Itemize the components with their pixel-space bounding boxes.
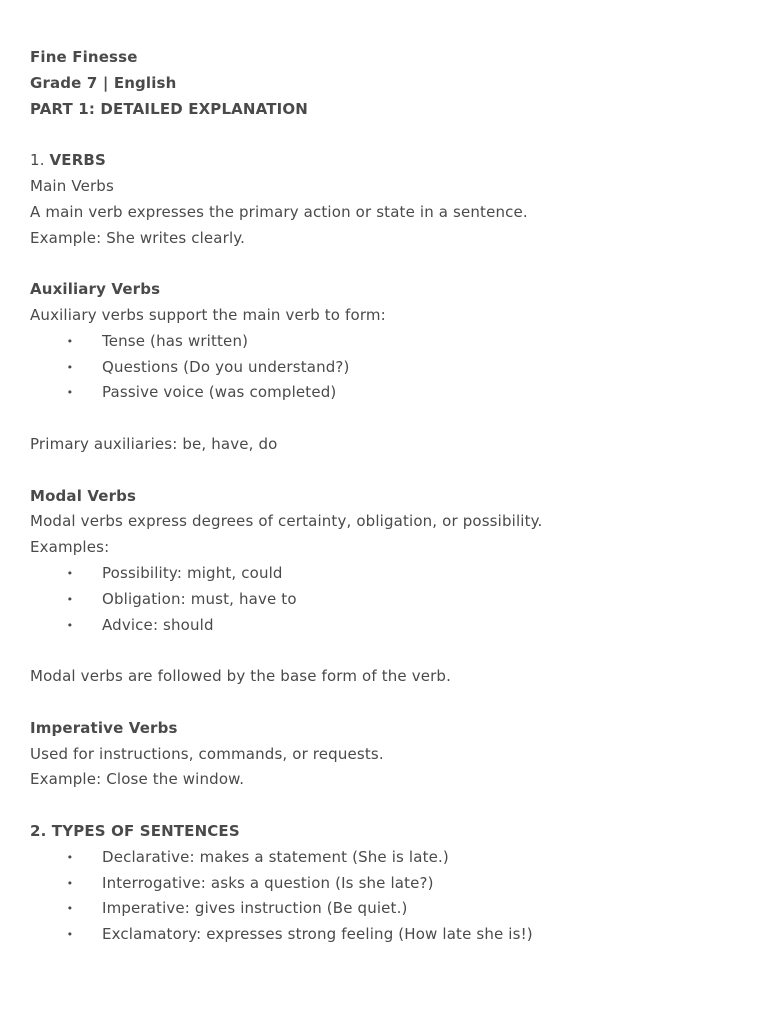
list-item-text: Questions (Do you understand?) [102,357,350,376]
spacer [30,638,738,664]
bullet-icon: • [66,592,74,606]
list-item [30,380,738,406]
modal-verbs-note: Modal verbs are followed by the base form of the verb. [30,667,452,686]
list-item-text: Tense (has written) [102,331,249,350]
spacer [30,458,738,484]
main-verbs-definition: A main verb expresses the primary action or state in a sentence. [30,202,528,221]
bullet-icon: • [66,876,74,890]
bullet-icon: • [66,902,74,916]
bullet-icon: • [66,850,74,864]
list-item [30,896,738,922]
modal-examples-label: Examples: [30,538,110,557]
list-item-text: Interrogative: asks a question (Is she late?) [102,873,434,892]
list-item [30,355,738,381]
main-verbs-example: Example: She writes clearly. [30,228,246,247]
list-item-text: Passive voice (was completed) [102,383,337,402]
list-item-text: Possibility: might, could [102,563,283,582]
list-item [30,329,738,355]
main-verbs-title: Main Verbs [30,176,114,195]
list-item [30,871,738,897]
primary-auxiliaries: Primary auxiliaries: be, have, do [30,434,278,453]
bullet-icon: • [66,928,74,942]
section-number: 1. [30,151,45,170]
modal-verbs-definition: Modal verbs express degrees of certainty, obligation, or possibility. [30,512,543,531]
spacer [30,793,738,819]
section-title: VERBS [49,151,106,170]
list-item [30,845,738,871]
list-item-text: Exclamatory: expresses strong feeling (How late she is!) [102,925,533,944]
modal-verbs-title: Modal Verbs [30,486,137,505]
doc-title: Fine Finesse [30,48,138,66]
imperative-verbs-example: Example: Close the window. [30,770,245,789]
list-item-text: Obligation: must, have to [102,589,297,608]
list-item-text: Declarative: makes a statement (She is late.) [102,847,449,866]
list-item-text: Advice: should [102,615,214,634]
imperative-verbs-definition: Used for instructions, commands, or requests. [30,744,384,763]
doc-subtitle: Grade 7 | English [30,73,177,92]
imperative-verbs-title: Imperative Verbs [30,718,178,737]
list-item [30,922,738,948]
bullet-icon: • [66,360,74,374]
bullet-icon: • [66,334,74,348]
bullet-icon: • [66,566,74,580]
auxiliary-verbs-definition: Auxiliary verbs support the main verb to form: [30,305,386,324]
auxiliary-verbs-title: Auxiliary Verbs [30,280,161,299]
spacer [30,406,738,432]
list-item [30,587,738,613]
bullet-icon: • [66,618,74,632]
section-sentences-heading: 2. TYPES OF SENTENCES [30,821,240,840]
spacer [30,690,738,716]
spacer [30,251,738,277]
list-item-text: Imperative: gives instruction (Be quiet.) [102,899,408,918]
spacer [30,122,738,148]
list-item [30,561,738,587]
bullet-icon: • [66,386,74,400]
list-item [30,613,738,639]
part-heading: PART 1: DETAILED EXPLANATION [30,99,308,118]
section-verbs-heading [30,148,738,174]
